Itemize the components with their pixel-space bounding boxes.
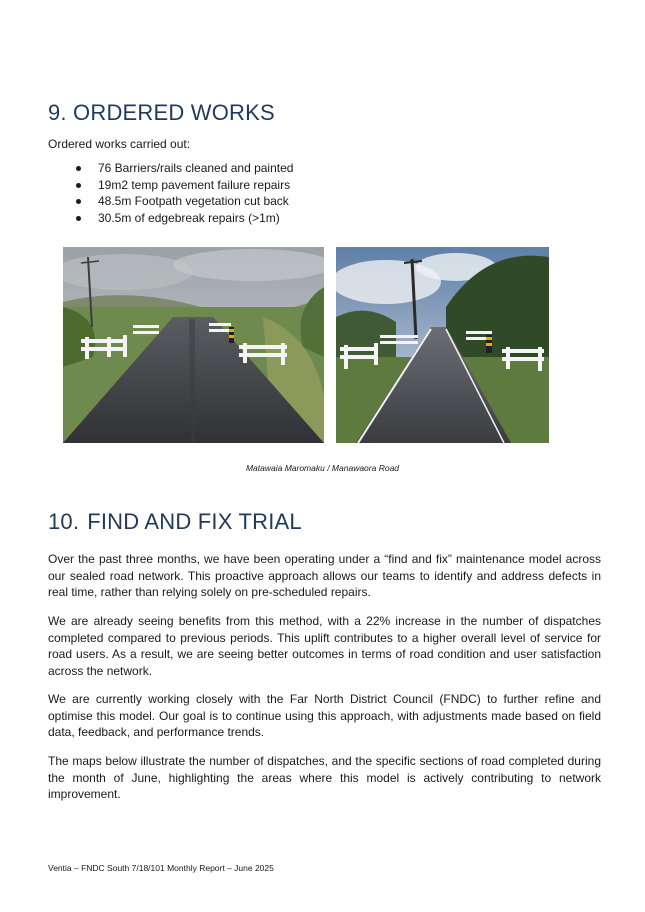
paragraph: Over the past three months, we have been operating under a “find and fix” maintenance model across our sealed road network. This proactive approach allows our teams to identify and address defects in real time, rather than relying solely on pre-scheduled repairs.	[48, 552, 601, 599]
photo-caption: Matawaia Maromaku / Manawaora Road	[245, 463, 400, 473]
bridge-photo-manawaora	[336, 247, 549, 443]
section-number: 10.	[48, 509, 80, 534]
list-item: 30.5m of edgebreak repairs (>1m)	[48, 210, 293, 227]
section-9-heading: 9. ORDERED WORKS	[48, 100, 275, 125]
bridge-photo-matawaia	[63, 247, 324, 443]
ordered-works-intro: Ordered works carried out:	[48, 137, 191, 151]
page-footer: Ventia – FNDC South 7/18/101 Monthly Report – June 2025	[48, 863, 274, 873]
paragraph: The maps below illustrate the number of dispatches, and the specific sections of road completed during the month of June, highlighting the areas where this model is actively contributing to network improvement.	[48, 754, 601, 801]
list-item: 19m2 temp pavement failure repairs	[48, 177, 293, 194]
paragraph: We are currently working closely with the Far North District Council (FNDC) to further refine and optimise this model. Our goal is to continue using this approach, with adjustments made based on field data, feedback, and performance trends.	[48, 692, 601, 739]
section-10-heading	[48, 509, 302, 535]
list-item: 48.5m Footpath vegetation cut back	[48, 193, 293, 210]
section-title: FIND AND FIX TRIAL	[87, 509, 302, 534]
paragraph: We are already seeing benefits from this method, with a 22% increase in the number of dispatches completed compared to previous periods. This uplift contributes to a higher overall level of service for road users. As a result, we are seeing better outcomes in terms of road condition and user satisfaction across the network.	[48, 614, 601, 678]
ordered-works-list	[48, 160, 293, 226]
list-item: 76 Barriers/rails cleaned and painted	[48, 160, 293, 177]
